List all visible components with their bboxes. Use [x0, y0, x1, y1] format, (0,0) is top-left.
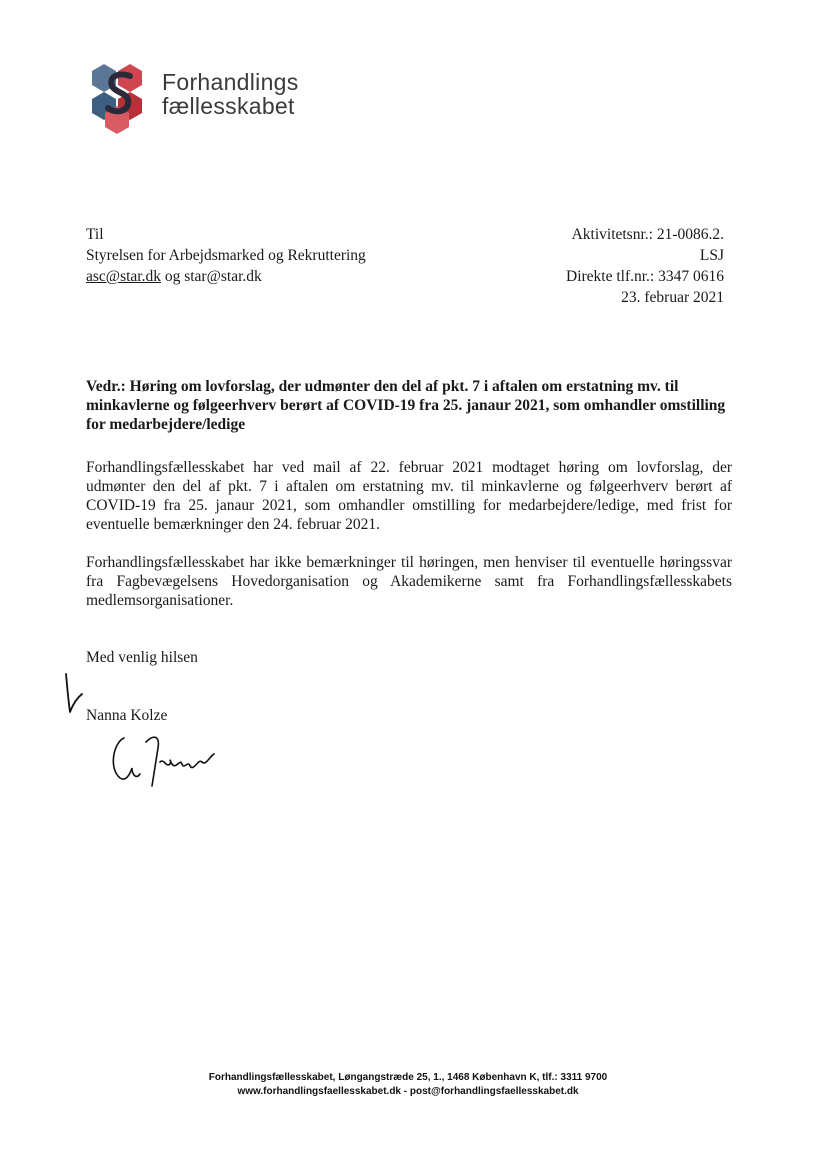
- footer-address: Forhandlingsfællesskabet, Løngangstræde 25, 1., 1468 København K, tlf.: 3311 9700: [208, 1072, 608, 1083]
- initials: LSJ: [699, 247, 724, 264]
- closing: Med venlig hilsen: [86, 649, 198, 666]
- email-star: star@star.dk: [184, 268, 262, 285]
- subject-line: Vedr.: Høring om lovforslag, der udmønter den del af pkt. 7 i aftalen om erstatning mv. til minkavlerne og følgeerhverv berørt af COVID-19 fra 25. janaur 2021, som omhandler omstilling for medarbejdere/ledige: [86, 378, 726, 433]
- signer-name: Nanna Kolze: [86, 707, 168, 724]
- handwritten-signature: [110, 728, 220, 790]
- recipient-emails: [86, 266, 366, 287]
- email-joiner: og: [160, 268, 185, 285]
- body-paragraph-2: Forhandlingsfællesskabet har ikke bemærkninger til høringen, men henviser til eventuelle høringssvar fra Fagbevægelsens Hovedorganisation og Akademikerne samt fra Forhandlingsfællesskabets medlemsorganisationer.: [86, 554, 732, 609]
- reference-block: [566, 224, 724, 308]
- email-link-asc[interactable]: asc@star.dk: [86, 268, 161, 285]
- logo-line-1: Forhandlings: [162, 69, 299, 95]
- handwritten-tick-mark: [60, 672, 84, 718]
- logo-line-2: fællesskabet: [162, 93, 295, 119]
- footer-web-email: www.forhandlingsfaellesskabet.dk - post@forhandlingsfaellesskabet.dk: [237, 1086, 579, 1097]
- recipient-org: Styrelsen for Arbejdsmarked og Rekruttering: [86, 247, 366, 264]
- activity-number: Aktivitetsnr.: 21-0086.2.: [571, 226, 724, 243]
- letterhead-footer: [0, 1071, 828, 1099]
- recipient-to: Til: [86, 226, 104, 243]
- logo-mark: [90, 62, 154, 136]
- direct-phone: Direkte tlf.nr.: 3347 0616: [566, 268, 724, 285]
- logo-wordmark: [162, 70, 299, 118]
- letter-date: 23. februar 2021: [621, 289, 724, 306]
- body-paragraph-1: Forhandlingsfællesskabet har ved mail af 22. februar 2021 modtaget høring om lovforslag, der udmønter den del af pkt. 7 i aftalen om erstatning mv. til minkavlerne og følgeerhverv berørt af COVID-19 fra 25. janaur 2021, som omhandler omstilling for medarbejdere/ledige, med frist for eventuelle bemærkninger den 24. februar 2021.: [86, 459, 732, 533]
- recipient-block: [86, 224, 366, 287]
